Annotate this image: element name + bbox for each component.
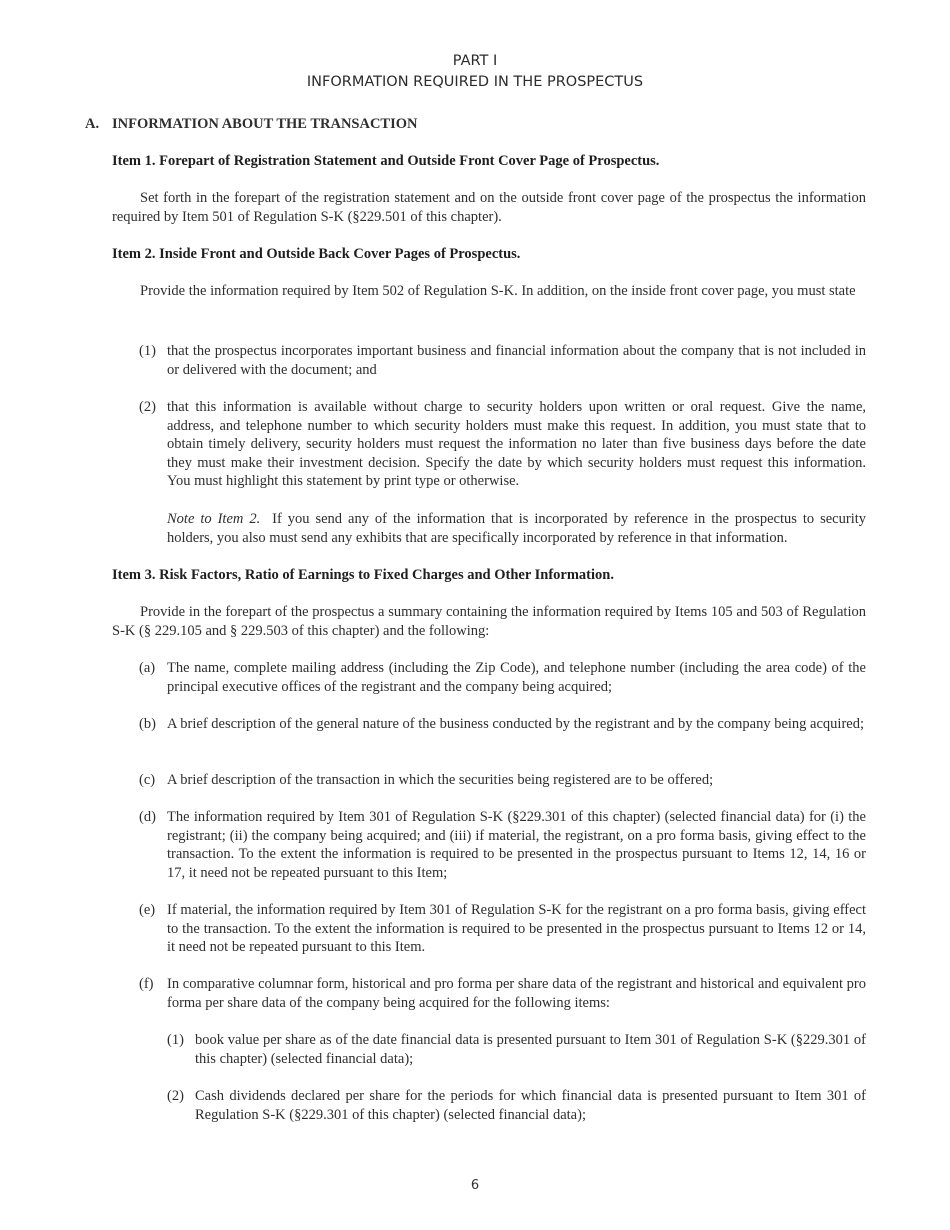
item3-sublist-label: (2) (167, 1088, 184, 1104)
part-heading: PART I (452, 53, 498, 69)
section-title: INFORMATION ABOUT THE TRANSACTION (112, 116, 418, 132)
item3-list-text: The name, complete mailing address (including the Zip Code), and telephone number (including the area code) of the principal executive offices of the registrant and the company being acquired; (167, 660, 866, 695)
section-label: A. (85, 116, 100, 132)
item3-list-label: (d) (139, 809, 156, 825)
item3-sublist-label: (1) (167, 1032, 184, 1048)
item3-sublist-text: Cash dividends declared per share for the periods for which financial data is presented pursuant to Item 301 of Regulation S-K (§229.301 of this chapter) (selected financial data); (195, 1088, 866, 1123)
item2-list-text: that this information is available without charge to security holders upon written or oral request. Give the name, address, and telephone number to which security holders must make this request. In addition, you must state that to obtain timely delivery, security holders must request the information no later than five business days before the date they must make their investment decision. Specify the date by which security holders must request this information. You must highlight this statement by print type or otherwise. (167, 399, 866, 490)
item3-list-label: (a) (139, 660, 156, 676)
item3-list-label: (e) (139, 902, 156, 918)
item3-sublist-text: book value per share as of the date financial data is presented pursuant to Item 301 of Regulation S-K (§229.301 of this chapter) (selected financial data); (195, 1032, 866, 1067)
page-title: INFORMATION REQUIRED IN THE PROSPECTUS (306, 74, 644, 90)
item3-heading: Item 3. Risk Factors, Ratio of Earnings to Fixed Charges and Other Information. (112, 567, 614, 583)
item2-heading: Item 2. Inside Front and Outside Back Cover Pages of Prospectus. (112, 246, 521, 262)
item3-list-text: The information required by Item 301 of Regulation S-K (§229.301 of this chapter) (selected financial data) for (i) the registrant; (ii) the company being acquired; and (iii) if material, the registrant, on a pro forma basis, giving effect to the transaction. To the extent the information is required to be presented in the prospectus pursuant to Items 12, 14, 16 or 17, it need not be repeated pursuant to this Item; (167, 809, 866, 881)
note-text: If you send any of the information that is incorporated by reference in the prospectus to security holders, you also must send any exhibits that are specifically incorporated by reference in that information. (167, 511, 867, 546)
note-label: Note to Item 2. (167, 511, 261, 527)
item2-note (167, 510, 866, 547)
item3-list-label: (f) (139, 976, 154, 992)
item2-list-label: (1) (139, 343, 156, 359)
item1-heading: Item 1. Forepart of Registration Statement and Outside Front Cover Page of Prospectus. (112, 153, 660, 169)
item3-list-text: In comparative columnar form, historical and pro forma per share data of the registrant and historical and equivalent pro forma per share data of the company being acquired for the following items: (167, 976, 866, 1011)
item2-body: Provide the information required by Item 502 of Regulation S-K. In addition, on the inside front cover page, you must state (140, 283, 856, 299)
item3-list-text: A brief description of the transaction in which the securities being registered are to be offered; (167, 772, 714, 788)
item3-list-label: (b) (139, 716, 156, 732)
item3-list-label: (c) (139, 772, 156, 788)
item3-list-text: If material, the information required by Item 301 of Regulation S-K for the registrant on a pro forma basis, giving effect to the transaction. To the extent the information is required to be presented in the prospectus pursuant to Items 12 or 14, it need not be repeated pursuant to this Item. (167, 902, 866, 956)
item3-body: Provide in the forepart of the prospectus a summary containing the information required by Items 105 and 503 of Regulation S-K (§ 229.105 and § 229.503 of this chapter) and the following: (112, 604, 866, 639)
item1-body: Set forth in the forepart of the registration statement and on the outside front cover page of the prospectus the information required by Item 501 of Regulation S-K (§229.501 of this chapter). (112, 190, 866, 225)
item3-list-text: A brief description of the general nature of the business conducted by the registrant and by the company being acquired; (167, 716, 864, 732)
page-number: 6 (470, 1178, 480, 1193)
item2-list-text: that the prospectus incorporates important business and financial information about the company that is not included in or delivered with the document; and (167, 343, 866, 378)
item2-list-label: (2) (139, 399, 156, 415)
